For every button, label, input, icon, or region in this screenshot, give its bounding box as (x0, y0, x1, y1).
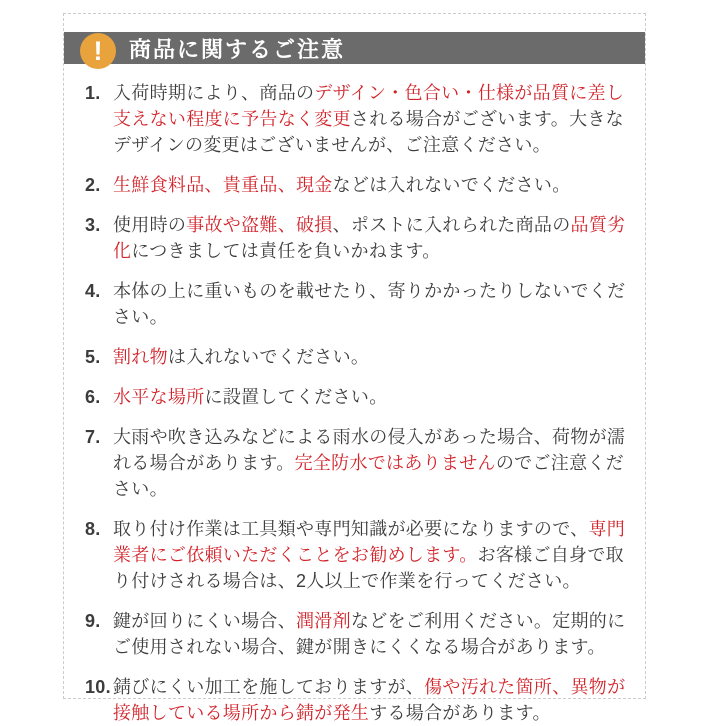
highlighted-text: 潤滑剤 (296, 611, 351, 631)
notice-list-item (85, 424, 639, 502)
item-text (113, 212, 639, 264)
notice-list-item (85, 212, 639, 264)
plain-text: のでご注意ください。 (113, 453, 624, 499)
item-text (113, 80, 639, 158)
item-text (113, 344, 639, 370)
item-number: 3. (85, 215, 101, 235)
notice-panel (63, 13, 646, 723)
exclamation-glyph: ! (93, 35, 103, 66)
notice-list-item (85, 608, 639, 660)
highlighted-text: 完全防水ではありません (294, 453, 496, 473)
notice-list (85, 80, 639, 726)
item-number: 2. (85, 175, 101, 195)
item-number: 4. (85, 281, 101, 301)
notice-list-item (85, 278, 639, 330)
notice-header (64, 32, 645, 64)
plain-text: 入荷時期により、商品の (113, 83, 315, 103)
highlighted-text: 事故や盗難、破損 (186, 215, 333, 235)
highlighted-text: 生鮮食料品、貴重品、現金 (113, 175, 333, 195)
plain-text: は入れないでください。 (167, 347, 370, 367)
plain-text: 、ポストに入れられた商品の (332, 215, 571, 235)
highlighted-text: 品質劣化 (113, 215, 626, 261)
item-text (113, 172, 639, 198)
item-text (113, 674, 639, 726)
plain-text: お客様ご自身で取り付けされる場合は、2人以上で作業を行ってください。 (113, 545, 624, 591)
item-text (113, 278, 639, 330)
notice-list-item (85, 674, 639, 726)
plain-text: される場合がございます。大きなデザインの変更はございませんが、ご注意ください。 (113, 109, 624, 155)
plain-text: 本体の上に重いものを載せたり、寄りかかったりしないでください。 (113, 281, 626, 327)
plain-text: する場合があります。 (369, 703, 551, 723)
plain-text: 取り付け作業は工具類や専門知識が必要になりますので、 (113, 519, 589, 539)
highlighted-text: 専門業者にご依頼いただくことをお勧めします。 (113, 519, 626, 565)
item-text (113, 516, 639, 594)
plain-text: 大雨や吹き込みなどによる雨水の侵入があった場合、荷物が濡れる場合があります。 (113, 427, 626, 473)
item-text (113, 424, 639, 502)
highlighted-text: 割れ物 (113, 347, 168, 367)
exclamation-icon (80, 33, 116, 69)
notice-list-item (85, 516, 639, 594)
notice-list-item (85, 384, 639, 410)
item-number: 1. (85, 83, 101, 103)
notice-list-item (85, 344, 639, 370)
item-number: 5. (85, 347, 101, 367)
plain-text: などをご利用ください。定期的にご使用されない場合、鍵が開きにくくなる場合があります。 (113, 611, 626, 657)
highlighted-text: デザイン・色合い・仕様が品質に差し支えない程度に予告なく変更 (113, 83, 625, 129)
highlighted-text: 傷や汚れた箇所、異物が接触している場所から錆が発生 (113, 677, 626, 723)
notice-list-item (85, 80, 639, 158)
item-number: 9. (85, 611, 101, 631)
plain-text: 使用時の (113, 215, 187, 235)
item-number: 10. (85, 677, 111, 697)
item-number: 6. (85, 387, 101, 407)
notice-title: 商品に関するご注意 (129, 36, 346, 62)
item-text (113, 384, 639, 410)
plain-text: につきましては責任を負いかねます。 (131, 241, 441, 261)
highlighted-text: 水平な場所 (113, 387, 205, 407)
plain-text: 錆びにくい加工を施しておりますが、 (113, 677, 425, 697)
item-number: 7. (85, 427, 101, 447)
plain-text: 鍵が回りにくい場合、 (113, 611, 296, 631)
plain-text: などは入れないでください。 (332, 175, 571, 195)
item-number: 8. (85, 519, 101, 539)
notice-list-item (85, 172, 639, 198)
plain-text: に設置してください。 (204, 387, 388, 407)
item-text (113, 608, 639, 660)
